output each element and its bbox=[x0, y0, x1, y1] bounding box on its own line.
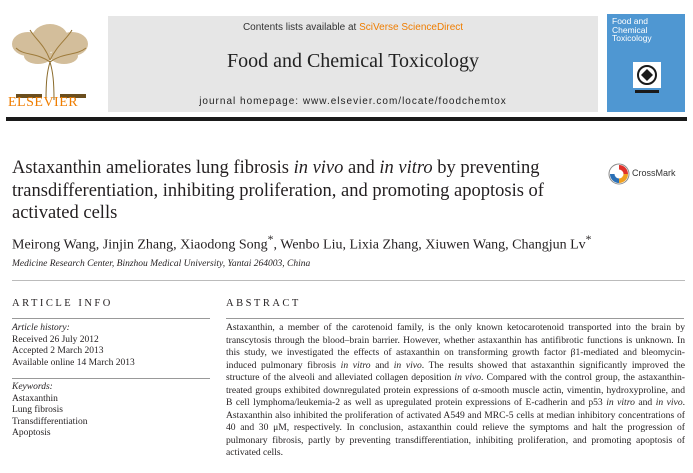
keywords bbox=[12, 382, 87, 440]
cover-title bbox=[612, 17, 682, 43]
abstract-text: Astaxanthin, a member of the carotenoid family, is the only known ketocarotenoid transported into the brain by transcytosis through the blood–brain barrier. However, whether astaxanthin has antifibrotic functions is unknown. In this study, we investigated the effects of astaxanthin on transforming growth factor β1-mediated and bleomycin-induced pulmonary fibrosis bbox=[226, 322, 685, 371]
author-list bbox=[12, 233, 682, 254]
divider bbox=[12, 280, 685, 281]
abstract-italic: in vitro bbox=[606, 397, 635, 408]
article-title bbox=[12, 157, 602, 225]
divider bbox=[226, 318, 684, 319]
corresponding-star[interactable]: * bbox=[585, 233, 592, 246]
journal-homepage bbox=[108, 96, 598, 107]
abstract-text: . Astaxanthin also inhibited the proliferation of activated A549 and MRC-5 cells at median inhibitory concentrations of 40 and 30 μM, respectively. In conclusion, astaxanthin could relieve the symptoms and halt the progression of pulmonary fibrosis, partly by preventing transdifferentiation, inhibiting proliferation, and promoting apoptosis of activated cells. bbox=[226, 397, 686, 458]
keyword: Astaxanthin bbox=[12, 393, 58, 404]
cover-emblem-icon bbox=[623, 60, 671, 96]
abstract-italic: in vivo bbox=[655, 397, 683, 408]
history-item: Available online 14 March 2013 bbox=[12, 357, 135, 368]
abstract-italic: in vitro bbox=[340, 359, 371, 371]
contents-line bbox=[108, 22, 598, 33]
abstract-heading: ABSTRACT bbox=[226, 298, 301, 309]
keyword: Transdifferentiation bbox=[12, 416, 88, 427]
title-text: by preventing transdifferentiation, inhibiting proliferation, and promoting apoptosis of activated cells bbox=[12, 158, 544, 223]
abstract-text: . The results showed that astaxanthin significantly improved the structure of the alveoli and alleviated collagen deposition bbox=[226, 359, 686, 383]
abstract-text: . Compared with the control group, the astaxanthin-treated groups exhibited downregulated protein expressions of α-smooth muscle actin, vimentin, hydroxyproline, and B cell lymphoma/leukemia-2 as well as upregulated protein expressions of E-cadherin and p53 bbox=[226, 372, 685, 408]
keywords-label: Keywords: bbox=[12, 382, 53, 392]
keyword: Apoptosis bbox=[12, 428, 51, 439]
contents-prefix: Contents lists available at bbox=[242, 22, 357, 33]
article-history bbox=[12, 323, 135, 369]
crossmark-label[interactable]: CrossMark bbox=[632, 168, 676, 178]
article-info-heading: ARTICLE INFO bbox=[12, 298, 113, 309]
history-item: Received 26 July 2012 bbox=[12, 334, 99, 345]
affiliation: Medicine Research Center, Binzhou Medical University, Yantai 264003, China bbox=[12, 259, 311, 269]
title-italic: in vitro bbox=[379, 158, 433, 178]
history-item: Accepted 2 March 2013 bbox=[12, 346, 104, 357]
authors-text: , Wenbo Liu, Lixia Zhang, Xiuwen Wang, Changjun Lv bbox=[273, 237, 586, 253]
divider bbox=[12, 318, 210, 319]
authors-text: Meirong Wang, Jinjin Zhang, Xiaodong Song bbox=[12, 237, 268, 253]
cover-title-line: Toxicology bbox=[612, 33, 652, 43]
abstract-italic: in vivo bbox=[454, 372, 482, 383]
cover-title-line: Chemical bbox=[612, 24, 648, 35]
elsevier-wordmark[interactable]: ELSEVIER bbox=[8, 95, 79, 110]
abstract-text: and bbox=[370, 359, 394, 371]
title-text: and bbox=[343, 158, 380, 178]
masthead-rule bbox=[6, 117, 687, 121]
sciencedirect-link[interactable]: SciVerse ScienceDirect bbox=[359, 22, 464, 33]
history-label: Article history: bbox=[12, 323, 70, 333]
crossmark-icon[interactable] bbox=[608, 163, 630, 185]
abstract-text: and bbox=[634, 397, 656, 408]
abstract-body bbox=[226, 322, 685, 460]
cover-title-line: Food and bbox=[612, 16, 648, 26]
divider bbox=[12, 378, 210, 379]
title-text: Astaxanthin ameliorates lung fibrosis bbox=[12, 158, 294, 178]
homepage-prefix: journal homepage: bbox=[199, 96, 300, 107]
title-italic: in vivo bbox=[293, 158, 344, 178]
abstract-italic: in vivo bbox=[393, 359, 422, 371]
journal-title: Food and Chemical Toxicology bbox=[226, 50, 480, 72]
homepage-link[interactable]: www.elsevier.com/locate/foodchemtox bbox=[302, 96, 507, 107]
corresponding-star[interactable]: * bbox=[267, 233, 274, 246]
keyword: Lung fibrosis bbox=[12, 405, 63, 416]
